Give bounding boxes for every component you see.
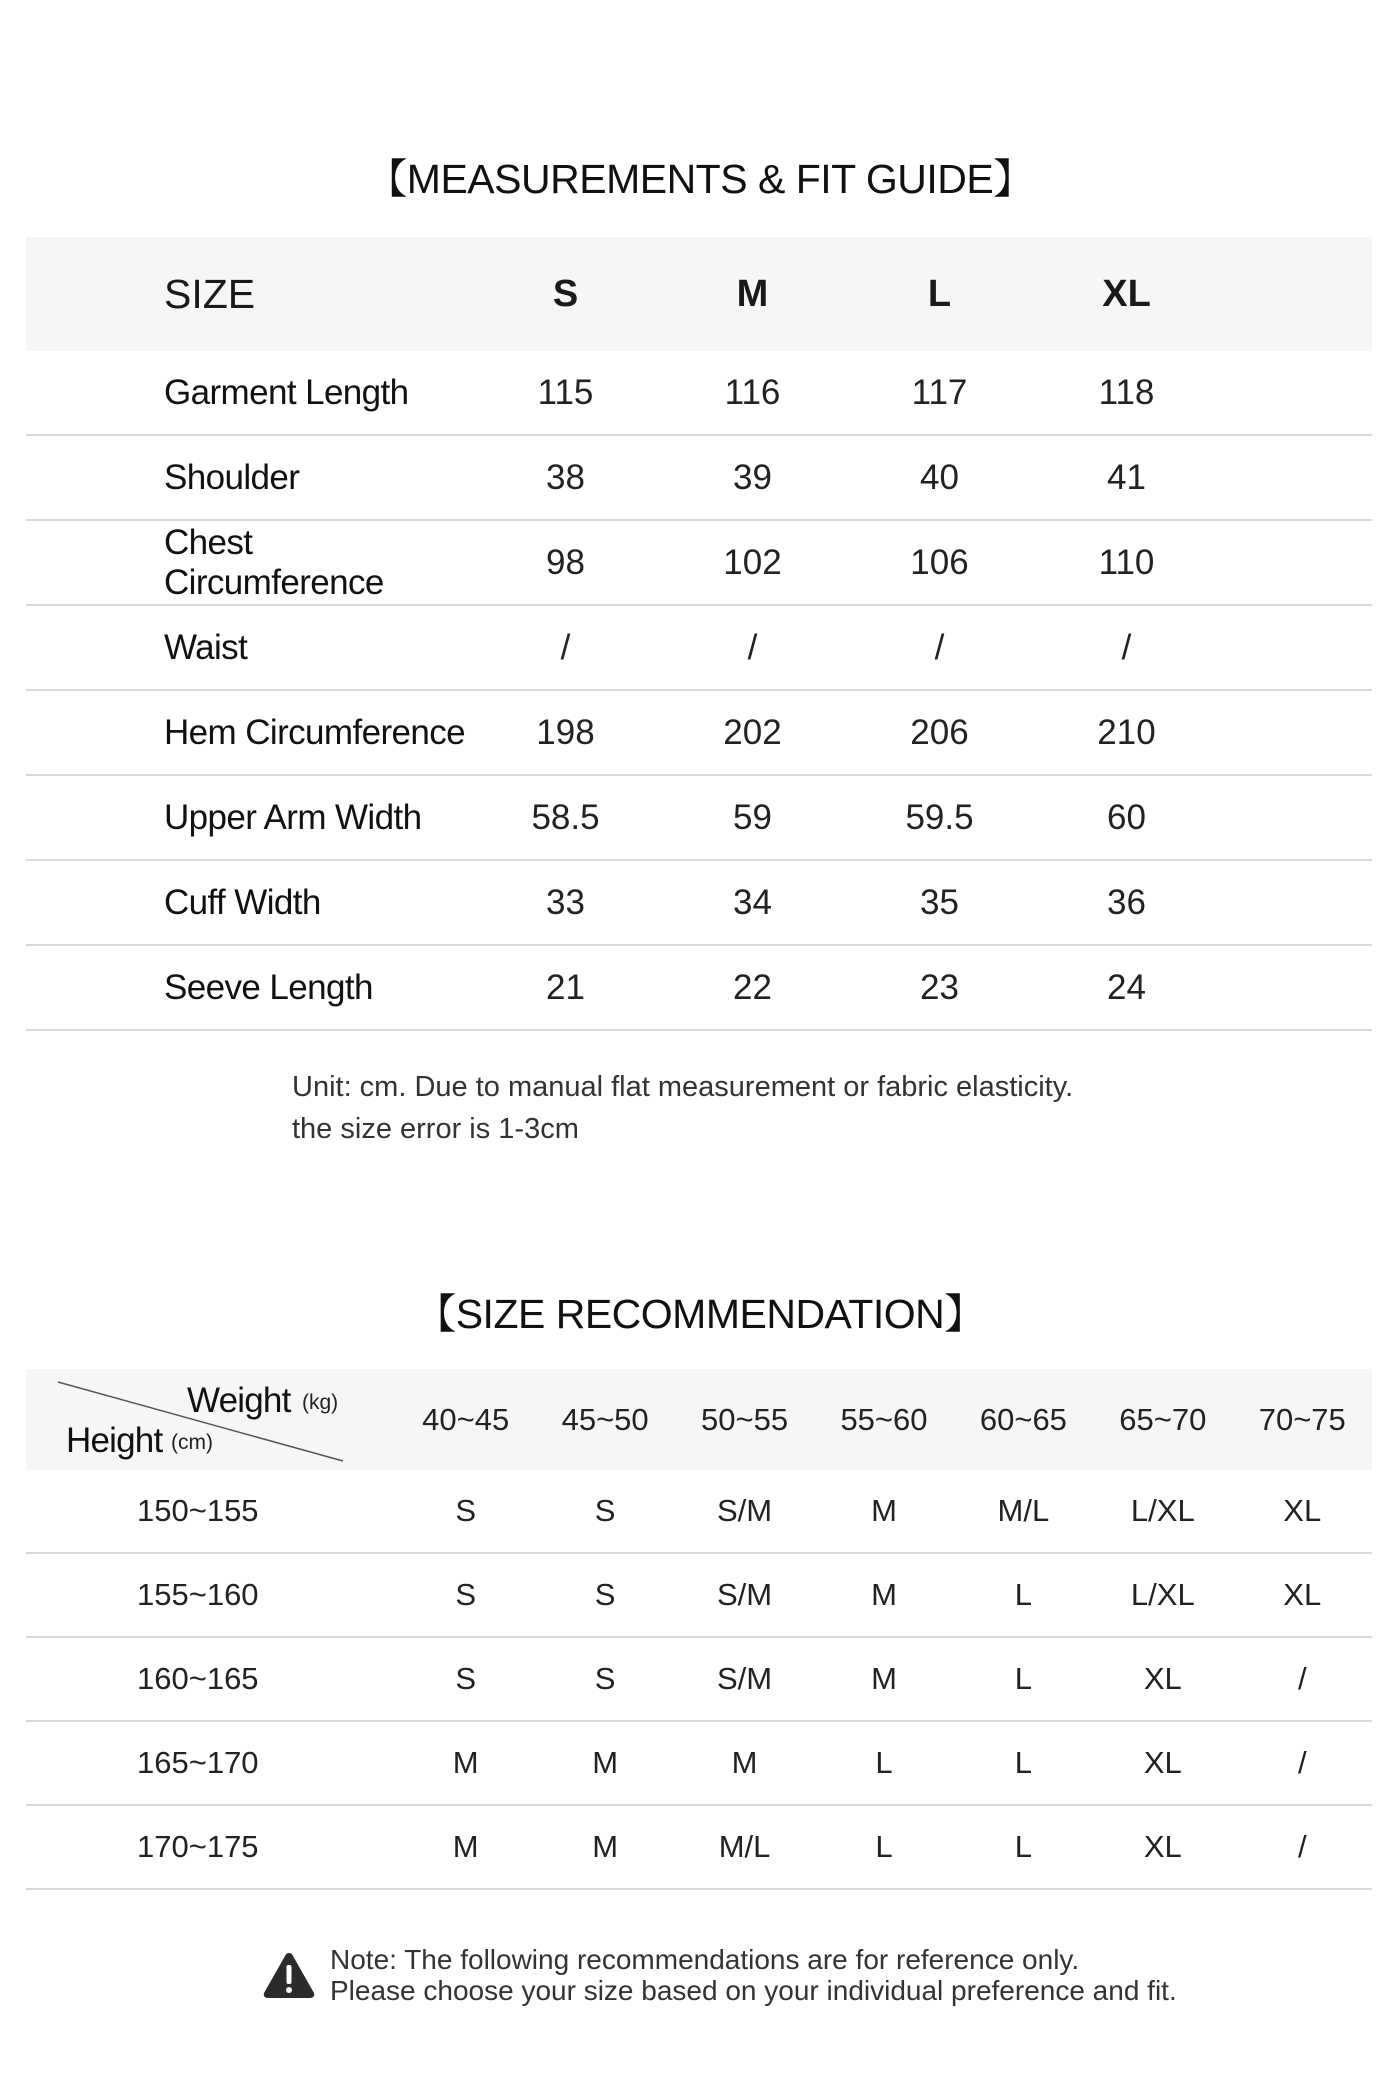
size-col-header: XL [1033,237,1220,351]
table-cell: 102 [659,520,846,605]
height-unit: (cm) [171,1431,213,1454]
unit-note-line: Unit: cm. Due to manual flat measurement or fabric elasticity. [292,1071,1074,1103]
table-cell: XL [1093,1721,1232,1805]
table-cell: 116 [659,351,846,435]
table-cell: 58.5 [472,775,659,860]
unit-note [292,1066,1073,1150]
table-row [26,1805,1372,1889]
table-row [26,351,1372,435]
table-cell: 34 [659,860,846,945]
weight-col-header: 60~65 [954,1369,1093,1470]
table-cell: 118 [1033,351,1220,435]
size-col-header: L [846,237,1033,351]
table-cell: 38 [472,435,659,520]
table-row [26,520,1372,605]
row-spacer [1220,520,1372,605]
table-cell: 41 [1033,435,1220,520]
table-cell: M [814,1470,953,1553]
height-row-label: 165~170 [26,1721,396,1805]
measurements-title: 【MEASUREMENTS & FIT GUIDE】 [366,156,1034,202]
table-cell: M [675,1721,814,1805]
header-spacer [1220,237,1372,351]
weight-col-header: 45~50 [535,1369,674,1470]
table-cell: M/L [675,1805,814,1889]
table-cell: 21 [472,945,659,1030]
table-cell: XL [1093,1637,1232,1721]
table-row [26,1637,1372,1721]
height-row-label: 150~155 [26,1470,396,1553]
table-cell: 40 [846,435,1033,520]
row-label: Shoulder [26,435,472,520]
weight-label: Weight [187,1381,291,1420]
row-label: Hem Circumference [26,690,472,775]
row-spacer [1220,945,1372,1030]
table-cell: 60 [1033,775,1220,860]
row-spacer [1220,605,1372,690]
table-cell: S [396,1470,535,1553]
table-cell: 198 [472,690,659,775]
table-cell: 59.5 [846,775,1033,860]
table-cell: M [535,1721,674,1805]
table-cell: 206 [846,690,1033,775]
table-cell: 110 [1033,520,1220,605]
table-cell: S [396,1637,535,1721]
height-row-label: 160~165 [26,1637,396,1721]
measurements-table [26,237,1372,1031]
table-cell: S [396,1553,535,1637]
table-cell: M [396,1721,535,1805]
recommendation-header-row [26,1369,1372,1470]
weight-col-header: 65~70 [1093,1369,1232,1470]
table-cell: 106 [846,520,1033,605]
row-spacer [1220,351,1372,435]
unit-note-line: the size error is 1-3cm [292,1113,579,1145]
table-cell: M [396,1805,535,1889]
table-row [26,435,1372,520]
weight-unit: (kg) [302,1391,339,1414]
row-label: Cuff Width [26,860,472,945]
table-cell: S [535,1553,674,1637]
table-cell: / [1233,1805,1372,1889]
table-cell: 24 [1033,945,1220,1030]
table-cell: 98 [472,520,659,605]
table-cell: M [814,1553,953,1637]
table-cell: S/M [675,1553,814,1637]
table-cell: 22 [659,945,846,1030]
row-label: Chest Circumference [26,520,472,605]
table-row [26,1470,1372,1553]
reference-note-line: Please choose your size based on your individual preference and fit. [330,1975,1177,2006]
table-cell: M [535,1805,674,1889]
table-cell: 202 [659,690,846,775]
table-cell: S/M [675,1637,814,1721]
table-cell: / [659,605,846,690]
table-cell: L/XL [1093,1470,1232,1553]
table-cell: L [954,1721,1093,1805]
table-cell: 36 [1033,860,1220,945]
table-row [26,945,1372,1030]
table-cell: / [1033,605,1220,690]
table-row [26,775,1372,860]
reference-note-line: Note: The following recommendations are for reference only. [330,1944,1080,1975]
table-row [26,1721,1372,1805]
table-cell: 39 [659,435,846,520]
row-spacer [1220,860,1372,945]
size-col-header: S [472,237,659,351]
table-cell: XL [1233,1553,1372,1637]
size-col-header: M [659,237,846,351]
table-cell: L/XL [1093,1553,1232,1637]
table-row [26,1553,1372,1637]
table-cell: 115 [472,351,659,435]
table-cell: / [846,605,1033,690]
table-cell: S [535,1637,674,1721]
row-spacer [1220,435,1372,520]
diagonal-header-cell [26,1369,396,1470]
measurements-header-row [26,237,1372,351]
table-cell: XL [1093,1805,1232,1889]
table-cell: 59 [659,775,846,860]
row-label: Upper Arm Width [26,775,472,860]
table-cell: M/L [954,1470,1093,1553]
row-label: Waist [26,605,472,690]
recommendation-title: 【SIZE RECOMMENDATION】 [415,1291,985,1337]
table-row [26,605,1372,690]
table-cell: XL [1233,1470,1372,1553]
table-cell: L [954,1553,1093,1637]
size-header: SIZE [26,237,472,351]
height-label: Height [66,1421,163,1460]
table-cell: / [472,605,659,690]
weight-col-header: 55~60 [814,1369,953,1470]
table-cell: L [814,1805,953,1889]
table-row [26,860,1372,945]
reference-note [330,1944,1177,2006]
table-cell: 210 [1033,690,1220,775]
table-cell: S [535,1470,674,1553]
recommendation-table [26,1369,1372,1890]
table-cell: / [1233,1721,1372,1805]
row-spacer [1220,690,1372,775]
weight-col-header: 40~45 [396,1369,535,1470]
height-row-label: 155~160 [26,1553,396,1637]
table-cell: L [954,1805,1093,1889]
warning-icon [262,1950,316,2000]
row-label: Seeve Length [26,945,472,1030]
table-cell: 117 [846,351,1033,435]
weight-col-header: 50~55 [675,1369,814,1470]
table-cell: L [814,1721,953,1805]
table-cell: 23 [846,945,1033,1030]
table-cell: L [954,1637,1093,1721]
table-row [26,690,1372,775]
table-cell: 33 [472,860,659,945]
height-row-label: 170~175 [26,1805,396,1889]
row-label: Garment Length [26,351,472,435]
table-cell: / [1233,1637,1372,1721]
table-cell: 35 [846,860,1033,945]
table-cell: M [814,1637,953,1721]
row-spacer [1220,775,1372,860]
weight-col-header: 70~75 [1233,1369,1372,1470]
table-cell: S/M [675,1470,814,1553]
